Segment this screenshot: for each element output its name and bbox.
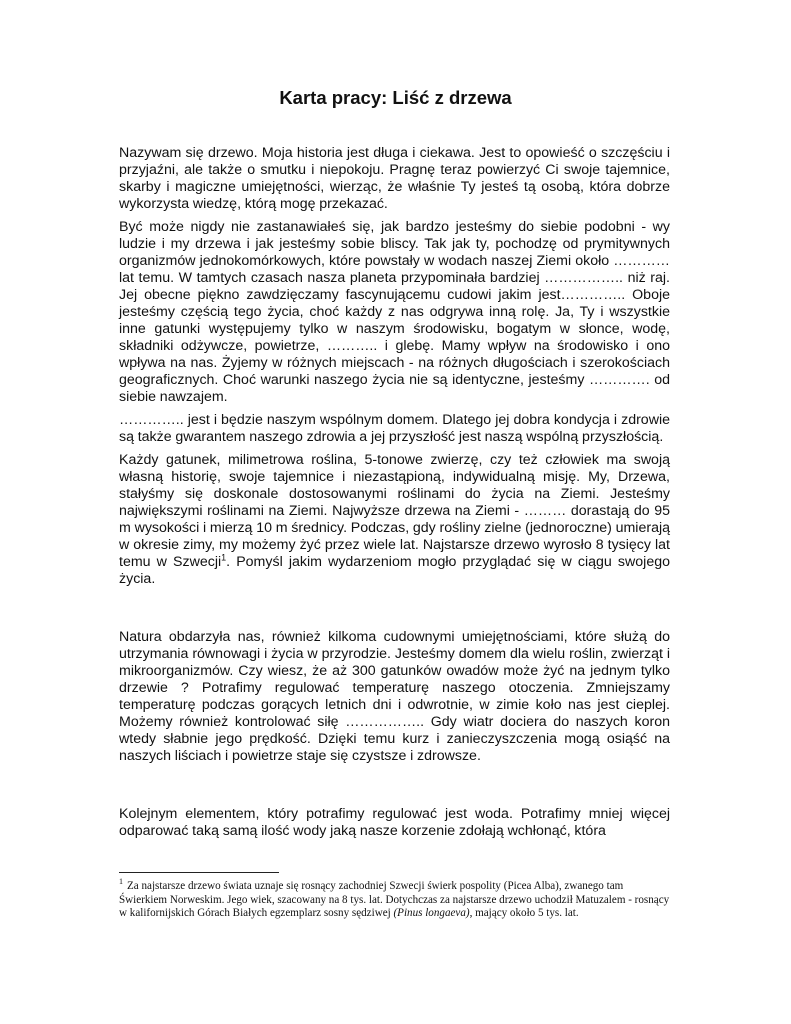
footnote-text-b: mający około 5 tys. lat. <box>472 907 579 919</box>
footnote-separator <box>119 872 279 873</box>
footnote-marker: 1 <box>119 877 123 887</box>
page-title: Karta pracy: Liść z drzewa <box>279 87 512 108</box>
paragraph-species <box>119 452 670 588</box>
paragraph-common-home: ………….. jest i będzie naszym wspólnym domem. Dlatego jej dobra kondycja i zdrowie są także gwarantem naszego zdrowia a jej przyszłość jest naszą wspólną przyszłością. <box>119 412 670 445</box>
paragraph-intro: Nazywam się drzewo. Moja historia jest długa i ciekawa. Jest to opowieść o szczęściu i przyjaźni, ale także o smutku i niepokoju. Pragnę teraz powierzyć Ci swoje tajemnice, skarby i magiczne umiejętności, wierząc, że właśnie Ty jesteś tą osobą, która dobrze wykorzysta wiedzę, którą mogę przekazać. <box>119 145 670 212</box>
footnote <box>119 877 670 921</box>
footnote-latin-name: (Pinus longaeva), <box>393 907 473 919</box>
paragraph-species-text-a: Każdy gatunek, milimetrowa roślina, 5-tonowe zwierzę, czy też człowiek ma swoją własną historię, swoje tajemnice i niezastąpioną, indywidualną misję. My, Drzewa, stałyśmy się doskonale dostosowanymi roślinami do życia na Ziemi. Jesteśmy największymi roślinami na Ziemi. Najwyższe drzewa na Ziemi - ……… dorastają do 95 m wysokości i mierzą 10 m średnicy. Podczas, gdy rośliny zielne (jednoroczne) umierają w okresie zimy, my możemy żyć przez wiele lat. Najstarsze drzewo wyrosło 8 tysięcy lat temu w Szwecji <box>119 452 670 570</box>
paragraph-similarity: Być może nigdy nie zastanawiałeś się, jak bardzo jesteśmy do siebie podobni - wy ludzie i my drzewa i jak jesteśmy sobie bliscy. Tak jak ty, pochodzę od prymitywnych organizmów jednokomórkowych, które powstały w wodach naszej Ziemi około …………lat temu. W tamtych czasach nasza planeta przypominała bardziej …………….. niż raj. Jej obecne piękno zawdzięczamy fascynującemu cudowi jakim jest………….. Oboje jesteśmy częścią tego życia, choć każdy z nas odgrywa inną rolę. Ja, Ty i wszystkie inne gatunki występujemy tylko w naszym środowisku, bogatym w słonce, wodę, składniki odżywcze, powietrze, ……….. i glebę. Mamy wpływ na środowisko i ono wpływa na nas. Żyjemy w różnych miejscach - na różnych długościach i szerokościach geograficznych. Choć warunki naszego życia nie są identyczne, jesteśmy …………. od siebie nawzajem. <box>119 219 670 405</box>
document-body <box>119 145 670 840</box>
paragraph-abilities: Natura obdarzyła nas, również kilkoma cudownymi umiejętnościami, które służą do utrzymania równowagi i życia w przyrodzie. Jesteśmy domem dla wielu roślin, zwierząt i mikroorganizmów. Czy wiesz, że aż 300 gatunków owadów może żyć na jednym tylko drzewie ? Potrafimy regulować temperaturę naszego otoczenia. Zmniejszamy temperaturę podczas gorących letnich dni i odwrotnie, w zimie koło nas jest cieplej. Możemy również kontrolować siłę …………….. Gdy wiatr dociera do naszych koron wtedy słabnie jego prędkość. Dzięki temu kurz i zanieczyszczenia mogą osiąść na naszych liściach i powietrze staje się czystsze i zdrowsze. <box>119 629 670 764</box>
footnote-reference: 1 <box>221 552 227 563</box>
paragraph-water: Kolejnym elementem, który potrafimy regulować jest woda. Potrafimy mniej więcej odparować taką samą ilość wody jaką nasze korzenie zdołają wchłonąć, która <box>119 806 670 839</box>
paragraph-species-text-b: . Pomyśl jakim wydarzeniom mogło przyglądać się w ciągu swojego życia. <box>119 554 670 587</box>
footnote-text-a: Za najstarsze drzewo świata uznaje się rosnący zachodniej Szwecji świerk pospolity (Picea Alba), zwanego tam Świerkiem Norweskim. Jego wiek, szacowany na 8 tys. lat. Dotychczas za najstarsze drzewo uchodził Matuzalem - rosnący w kalifornijskich Górach Białych egzemplarz sosny sędziwej <box>119 880 670 919</box>
